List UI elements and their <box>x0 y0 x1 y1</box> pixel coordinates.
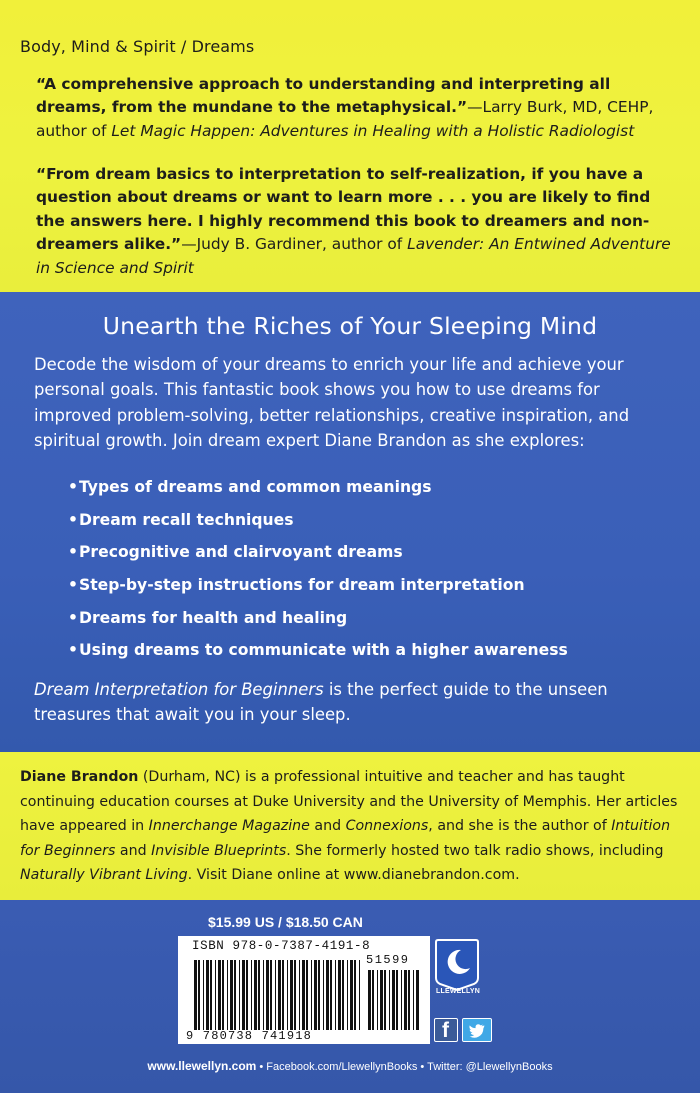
barcode-stripe <box>282 960 284 1030</box>
review-quote-2 <box>36 163 678 280</box>
barcode-stripe <box>347 960 348 1030</box>
barcode-stripe <box>392 970 395 1030</box>
facebook-link[interactable]: Facebook.com/LlewellynBooks <box>266 1061 418 1073</box>
book-title: Dream Interpretation for Beginners <box>34 680 324 699</box>
barcode-stripe <box>246 960 248 1030</box>
barcode-stripe <box>275 960 276 1030</box>
barcode-stripe <box>210 960 212 1030</box>
barcode-stripe <box>302 960 305 1030</box>
barcode-stripe <box>222 960 224 1030</box>
barcode-stripe <box>359 960 360 1030</box>
quote-attribution: —Judy B. Gardiner, author of <box>181 235 408 254</box>
barcode-stripe <box>342 960 344 1030</box>
barcode-stripe <box>242 960 245 1030</box>
barcode-stripe <box>215 960 216 1030</box>
barcode-stripe <box>230 960 233 1030</box>
isbn-label: ISBN 978-0-7387-4191-8 <box>192 939 371 953</box>
barcode-stripe <box>408 970 410 1030</box>
barcode-stripe <box>198 960 200 1030</box>
barcode-stripe <box>306 960 308 1030</box>
barcode-stripe <box>318 960 320 1030</box>
barcode-stripe <box>401 970 402 1030</box>
facebook-icon[interactable]: f <box>434 1018 458 1042</box>
closing-paragraph: Dream Interpretation for Beginners is the perfect guide to the unseen treasures that await you in your sleep. <box>34 680 608 724</box>
barcode-stripe <box>203 960 204 1030</box>
barcode-stripe <box>377 970 378 1030</box>
barcode-stripe <box>326 960 329 1030</box>
bullet-icon: • <box>68 576 78 595</box>
barcode-stripe <box>254 960 257 1030</box>
author-bio-panel <box>0 752 700 900</box>
twitter-icon[interactable] <box>462 1018 492 1042</box>
price-code: 51599 <box>366 953 410 967</box>
quote-book-title: Let Magic Happen: Adventures in Healing with a Holistic Radiologist <box>111 121 635 140</box>
author-name: Diane Brandon <box>20 769 139 785</box>
barcode-stripe <box>396 970 398 1030</box>
isbn-barcode <box>178 936 430 1044</box>
barcode-stripe <box>330 960 332 1030</box>
barcode-stripe <box>338 960 341 1030</box>
list-item: •Dreams for health and healing <box>68 606 568 639</box>
barcode-stripe <box>290 960 293 1030</box>
list-item: •Using dreams to communicate with a higher awareness <box>68 638 568 671</box>
barcode-stripe <box>299 960 300 1030</box>
barcode-stripe <box>239 960 240 1030</box>
barcode-bars <box>194 960 362 1030</box>
list-item: •Precognitive and clairvoyant dreams <box>68 540 568 573</box>
barcode-stripe <box>354 960 356 1030</box>
barcode-stripe <box>389 970 390 1030</box>
barcode-stripe <box>372 970 374 1030</box>
description-panel <box>0 292 700 752</box>
barcode-stripe <box>413 970 414 1030</box>
list-item: •Dream recall techniques <box>68 508 568 541</box>
category-label: Body, Mind & Spirit / Dreams <box>20 37 255 56</box>
barcode-stripe <box>263 960 264 1030</box>
bullet-icon: • <box>68 510 78 529</box>
barcode-stripe <box>368 970 371 1030</box>
retail-panel <box>0 900 700 1093</box>
author-bio: Diane Brandon (Durham, NC) is a professional intuitive and teacher and has taught continuing education courses at Duke University and the University of Memphis. Her articles have appeared in Innerchange Magazine and Connexions, and she is the author of Intuition for Beginners and Invisible Blueprints. She formerly hosted two talk radio shows, including Naturally Vibrant Living. Visit Diane online at www.dianebrandon.com. <box>20 769 678 884</box>
feature-list <box>68 475 568 671</box>
barcode-stripe <box>251 960 252 1030</box>
llewellyn-moon-logo-icon <box>434 938 480 992</box>
barcode-stripe <box>416 970 419 1030</box>
barcode-stripe <box>270 960 272 1030</box>
headline: Unearth the Riches of Your Sleeping Mind <box>102 312 598 340</box>
quote-attribution: —Larry Burk, MD, CEHP, author of <box>36 98 654 140</box>
quote-text: “From dream basics to interpretation to self-realization, if you have a question about dreams or want to learn more . . . you are likely to find the answers here. I highly recommend this book to dreamers and non-dreamers alike.” <box>36 165 651 254</box>
barcode-stripe <box>404 970 407 1030</box>
bullet-icon: • <box>68 608 78 627</box>
barcode-stripe <box>294 960 296 1030</box>
barcode-stripe <box>311 960 312 1030</box>
barcode-stripe <box>323 960 324 1030</box>
intro-paragraph: Decode the wisdom of your dreams to enrich your life and achieve your personal goals. This fantastic book shows you how to use dreams for improved problem-solving, better relationships, creative inspiration, and spiritual growth. Join dream expert Diane Brandon as she explores: <box>34 355 630 451</box>
barcode-stripe <box>258 960 260 1030</box>
website-link[interactable]: www.llewellyn.com <box>147 1059 257 1073</box>
barcode-stripe <box>266 960 269 1030</box>
barcode-stripe <box>335 960 336 1030</box>
list-item: •Step-by-step instructions for dream interpretation <box>68 573 568 606</box>
publisher-name: LLEWELLYN <box>436 988 480 995</box>
barcode-stripe <box>227 960 228 1030</box>
list-item: •Types of dreams and common meanings <box>68 475 568 508</box>
bullet-icon: • <box>68 543 78 562</box>
barcode-stripe <box>384 970 386 1030</box>
barcode-stripe <box>234 960 236 1030</box>
reviews-panel <box>0 0 700 292</box>
barcode-stripe <box>314 960 317 1030</box>
bullet-icon: • <box>68 478 78 496</box>
barcode-stripe <box>194 960 197 1030</box>
addon-barcode-bars <box>368 970 420 1030</box>
barcode-stripe <box>218 960 221 1030</box>
quote-book-title: Lavender: An Entwined Adventure in Science and Spirit <box>36 235 671 277</box>
quote-text: “A comprehensive approach to understanding and interpreting all dreams, from the mundane to the metaphysical.” <box>36 75 611 117</box>
bullet-icon: • <box>68 641 78 660</box>
barcode-stripe <box>350 960 353 1030</box>
twitter-link[interactable]: Twitter: @LlewellynBooks <box>427 1061 553 1073</box>
review-quote-1 <box>36 73 678 143</box>
price-label: $15.99 US / $18.50 CAN <box>208 914 363 930</box>
barcode-stripe <box>287 960 288 1030</box>
isbn-digits: 9 780738 741918 <box>186 1029 313 1043</box>
barcode-stripe <box>278 960 281 1030</box>
barcode-stripe <box>206 960 209 1030</box>
publisher-footer: www.llewellyn.com • Facebook.com/LlewellynBooks • Twitter: @LlewellynBooks <box>147 1059 553 1073</box>
barcode-stripe <box>380 970 383 1030</box>
